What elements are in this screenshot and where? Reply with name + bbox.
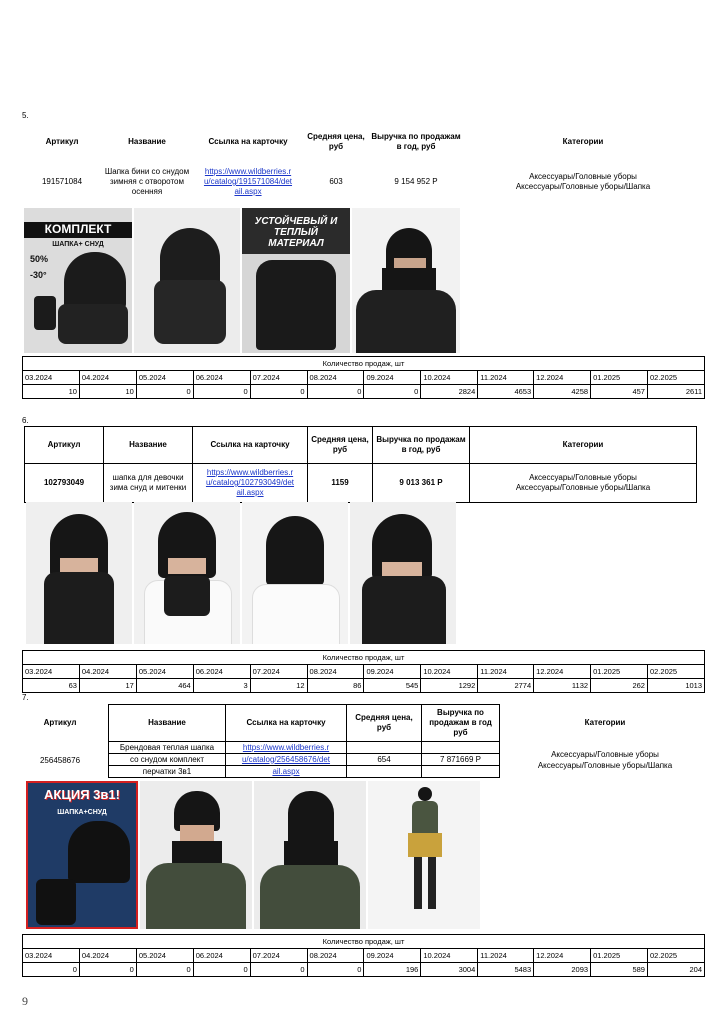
col-avg-price: Средняя цена, руб (308, 427, 373, 464)
sales-value: 2824 (421, 385, 478, 399)
sales-value: 0 (79, 963, 136, 977)
month-header: 12.2024 (534, 371, 591, 385)
month-header: 02.2025 (647, 665, 704, 679)
sales-value: 1013 (647, 679, 704, 693)
month-header: 06.2024 (193, 949, 250, 963)
sales-value: 17 (79, 679, 136, 693)
product-index: 6. (22, 416, 29, 425)
product-table (22, 124, 702, 204)
product-name-line: со снудом комплект (109, 754, 226, 766)
sales-title: Количество продаж, шт (23, 651, 705, 665)
photo-caption: ШАПКА+ СНУД (52, 241, 104, 248)
product-name-line: Брендовая теплая шапка (109, 742, 226, 754)
category-line: Аксессуары/Головные уборы/Шапка (515, 182, 651, 191)
product-photos (26, 781, 480, 929)
sku-value: 256458676 (39, 756, 81, 765)
sales-value: 63 (23, 679, 80, 693)
col-avg-price: Средняя цена, руб (347, 705, 422, 742)
product-link[interactable] (192, 160, 304, 204)
month-header: 11.2024 (478, 949, 534, 963)
sales-value: 457 (591, 385, 648, 399)
month-header: 09.2024 (364, 949, 421, 963)
col-categories: Категории (584, 718, 626, 727)
month-header: 01.2025 (591, 949, 648, 963)
photo-caption: КОМПЛЕКТ (44, 222, 112, 236)
month-header: 11.2024 (478, 665, 534, 679)
sales-value: 0 (250, 385, 307, 399)
photo-caption: 50% (30, 254, 49, 264)
sales-value: 10 (23, 385, 80, 399)
col-revenue: Выручка по продажам в год, руб (373, 427, 470, 464)
product-photo (140, 781, 252, 929)
sales-value: 204 (647, 963, 704, 977)
sales-value: 0 (307, 963, 364, 977)
page-number: 9 (22, 994, 28, 1008)
avg-price-value: 1159 (308, 464, 373, 503)
product-link[interactable] (193, 464, 308, 503)
sales-value: 0 (193, 963, 250, 977)
sales-title: Количество продаж, шт (23, 935, 705, 949)
sales-value: 3 (193, 679, 250, 693)
sales-value: 0 (23, 963, 80, 977)
month-header: 04.2024 (79, 665, 136, 679)
sales-value: 4653 (478, 385, 534, 399)
sales-value: 196 (364, 963, 421, 977)
month-header: 09.2024 (364, 371, 421, 385)
sales-value: 0 (193, 385, 250, 399)
category-line: Аксессуары/Головные уборы (529, 172, 637, 181)
empty-cell (422, 742, 500, 754)
sales-value: 589 (591, 963, 648, 977)
revenue-value: 9 013 361 Р (373, 464, 470, 503)
sales-value: 545 (364, 679, 421, 693)
product-table (24, 426, 697, 503)
product-photo (242, 208, 350, 353)
col-name: Название (104, 427, 193, 464)
product-index: 5. (22, 111, 29, 120)
month-header: 05.2024 (136, 665, 193, 679)
col-revenue: Выручка по продажам в год руб (422, 705, 500, 742)
link-line[interactable]: ail.aspx (234, 187, 262, 196)
revenue-value: 9 154 952 Р (394, 177, 438, 186)
month-header: 03.2024 (23, 949, 80, 963)
month-header: 10.2024 (421, 665, 478, 679)
photo-caption: -30° (30, 270, 47, 280)
col-name: Название (109, 705, 226, 742)
product-link-line[interactable] (226, 766, 347, 778)
sales-value: 1132 (534, 679, 591, 693)
month-header: 11.2024 (478, 371, 534, 385)
empty-cell (347, 742, 422, 754)
avg-price-value: 654 (347, 754, 422, 766)
photo-caption: ШАПКА+СНУД (57, 809, 107, 816)
product-photo (350, 502, 456, 644)
product-photos (24, 208, 460, 353)
sales-table (22, 356, 705, 399)
product-photo (352, 208, 460, 353)
month-header: 01.2025 (591, 371, 648, 385)
categories-value (470, 464, 697, 503)
product-photo (254, 781, 366, 929)
month-header: 05.2024 (136, 371, 193, 385)
product-photo (134, 208, 240, 353)
link-line[interactable]: https://www.wildberries.r (206, 468, 294, 477)
link-line[interactable]: u/catalog/191571084/det (203, 177, 293, 186)
category-line: Аксессуары/Головные уборы/Шапка (537, 761, 673, 770)
link-line[interactable]: u/catalog/102793049/det (205, 478, 295, 487)
month-header: 10.2024 (421, 949, 478, 963)
product-photo (242, 502, 348, 644)
sales-value: 0 (136, 963, 193, 977)
month-header: 01.2025 (591, 665, 648, 679)
category-line: Аксессуары/Головные уборы (529, 473, 637, 482)
month-header: 06.2024 (193, 371, 250, 385)
sku-value: 102793049 (25, 464, 104, 503)
product-link-line[interactable] (226, 742, 347, 754)
product-photo (26, 781, 138, 929)
sales-value: 2774 (478, 679, 534, 693)
sales-value: 3004 (421, 963, 478, 977)
col-link: Ссылка на карточку (226, 705, 347, 742)
sales-value: 4258 (534, 385, 591, 399)
sales-value: 86 (307, 679, 364, 693)
product-photos (26, 502, 456, 644)
categories-value (505, 749, 705, 771)
product-table (108, 704, 500, 778)
empty-cell (422, 766, 500, 778)
sales-value: 0 (364, 385, 421, 399)
col-sku: Артикул (43, 718, 77, 727)
col-sku: Артикул (45, 137, 79, 146)
photo-caption: АКЦИЯ 3в1! (44, 787, 120, 802)
link-line[interactable]: https://www.wildberries.r (242, 742, 330, 752)
category-line: Аксессуары/Головные уборы/Шапка (515, 483, 651, 492)
sku-value: 191571084 (41, 177, 83, 186)
sales-title: Количество продаж, шт (23, 357, 705, 371)
col-name: Название (128, 137, 166, 146)
sales-value: 2093 (534, 963, 591, 977)
col-link: Ссылка на карточку (193, 427, 308, 464)
col-avg-price: Средняя цена, руб (307, 132, 365, 151)
product-index: 7. (22, 693, 29, 702)
month-header: 07.2024 (250, 371, 307, 385)
sales-value: 2611 (647, 385, 704, 399)
sales-value: 262 (591, 679, 648, 693)
month-header: 03.2024 (23, 371, 80, 385)
product-photo (368, 781, 480, 929)
product-photo (134, 502, 240, 644)
sales-table (22, 650, 705, 693)
sales-value: 10 (79, 385, 136, 399)
category-line: Аксессуары/Головные уборы (551, 750, 659, 759)
product-photo (24, 208, 132, 353)
month-header: 06.2024 (193, 665, 250, 679)
avg-price-value: 603 (329, 177, 343, 186)
product-photo (26, 502, 132, 644)
month-header: 12.2024 (534, 665, 591, 679)
month-header: 03.2024 (23, 665, 80, 679)
col-link: Ссылка на карточку (208, 137, 288, 146)
month-header: 02.2025 (647, 371, 704, 385)
revenue-value: 7 871669 Р (422, 754, 500, 766)
col-sku: Артикул (25, 427, 104, 464)
link-line[interactable]: https://www.wildberries.r (204, 167, 292, 176)
sales-value: 0 (307, 385, 364, 399)
product-link-line[interactable] (226, 754, 347, 766)
month-header: 07.2024 (250, 665, 307, 679)
month-header: 08.2024 (307, 371, 364, 385)
col-categories: Категории (562, 137, 604, 146)
month-header: 10.2024 (421, 371, 478, 385)
sales-table (22, 934, 705, 977)
sales-value: 464 (136, 679, 193, 693)
photo-caption: УСТОЙЧЕВЫЙ И ТЕПЛЫЙ МАТЕРИАЛ (254, 216, 338, 249)
sales-value: 12 (250, 679, 307, 693)
sales-value: 0 (136, 385, 193, 399)
sales-value: 0 (250, 963, 307, 977)
month-header: 04.2024 (79, 949, 136, 963)
month-header: 07.2024 (250, 949, 307, 963)
month-header: 02.2025 (647, 949, 704, 963)
product-name-line: перчатки 3в1 (109, 766, 226, 778)
month-header: 08.2024 (307, 949, 364, 963)
month-header: 04.2024 (79, 371, 136, 385)
col-revenue: Выручка по продажам в год, руб (371, 132, 461, 151)
month-header: 12.2024 (534, 949, 591, 963)
col-categories: Категории (470, 427, 697, 464)
product-name: Шапка бини со снудом зимняя с отворотом осенняя (104, 167, 190, 196)
month-header: 08.2024 (307, 665, 364, 679)
month-header: 09.2024 (364, 665, 421, 679)
link-line[interactable]: ail.aspx (236, 488, 264, 497)
sales-value: 1292 (421, 679, 478, 693)
categories-value (464, 160, 702, 204)
month-header: 05.2024 (136, 949, 193, 963)
product-name: шапка для девочки зима снуд и митенки (104, 464, 193, 503)
sales-value: 5483 (478, 963, 534, 977)
link-line[interactable]: u/catalog/256458676/det (241, 754, 331, 764)
link-line[interactable]: ail.aspx (272, 766, 300, 776)
empty-cell (347, 766, 422, 778)
